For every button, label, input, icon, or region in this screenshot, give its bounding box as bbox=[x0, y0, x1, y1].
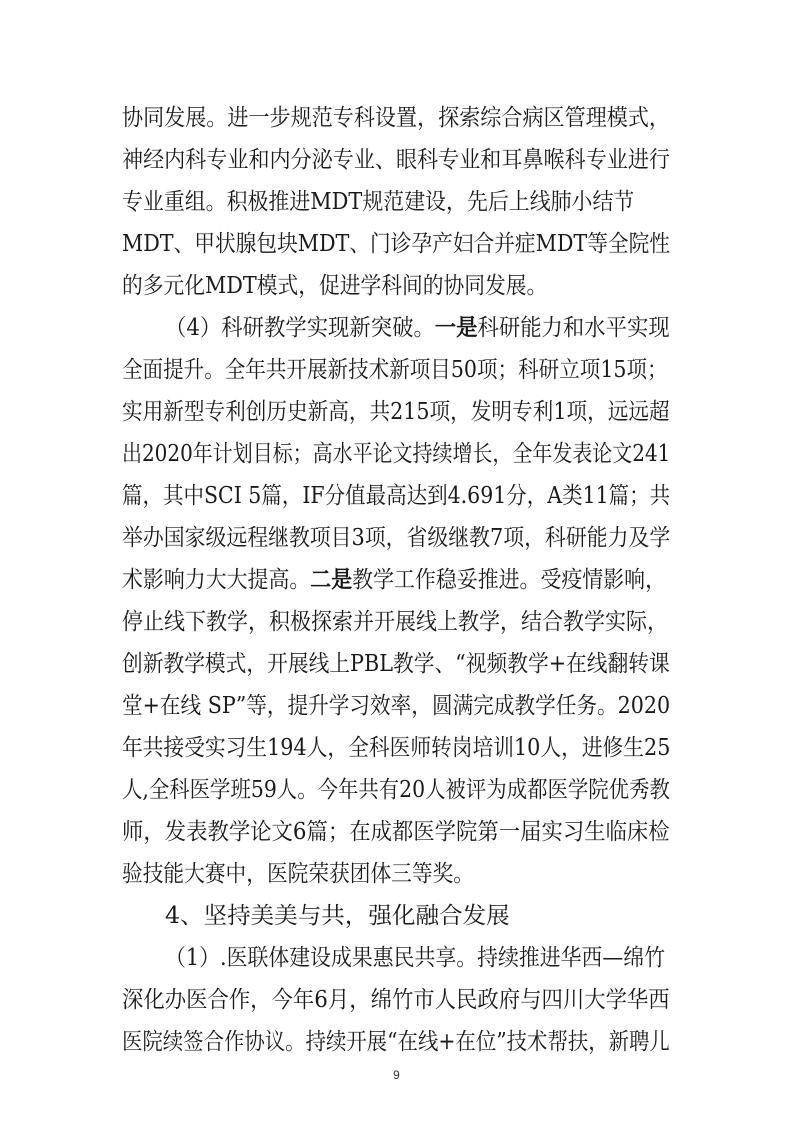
text-line bbox=[122, 1029, 670, 1055]
text-run: （4）科研教学实现新突破。 bbox=[165, 315, 435, 341]
text-line bbox=[122, 441, 670, 467]
text-run: 举办国家级远程继教项目3项，省级继教7项，科研能力及学 bbox=[122, 525, 671, 551]
text-line bbox=[122, 147, 670, 173]
text-run: 出2020年计划目标；高水平论文持续增长，全年发表论文241 bbox=[122, 441, 671, 467]
text-run: 师，发表教学论文6篇；在成都医学院第一届实习生临床检 bbox=[122, 819, 670, 845]
text-line bbox=[122, 189, 634, 215]
bold-text: 二是 bbox=[310, 566, 353, 593]
text-line bbox=[122, 861, 474, 887]
text-line bbox=[122, 987, 670, 1013]
text-run: 专业重组。积极推进MDT规范建设，先后上线肺小结节 bbox=[122, 189, 635, 215]
text-run: 教学工作稳妥推进。受疫情影响， bbox=[352, 567, 666, 593]
text-run: 神经内科专业和内分泌专业、眼科专业和耳鼻喉科专业进行 bbox=[122, 147, 670, 173]
text-line bbox=[122, 693, 670, 719]
text-line bbox=[122, 735, 670, 761]
text-run: 停止线下教学，积极探索并开展线上教学，结合教学实际， bbox=[122, 609, 668, 635]
text-run: 医院续签合作协议。持续开展“在线+在位”技术帮扶，新聘儿 bbox=[122, 1029, 670, 1055]
text-line bbox=[122, 273, 547, 299]
text-line bbox=[122, 777, 670, 803]
text-run: 深化办医合作，今年6月，绵竹市人民政府与四川大学华西 bbox=[122, 987, 670, 1013]
page-number: 9 bbox=[393, 1068, 400, 1082]
text-run: 年共接受实习生194人，全科医师转岗培训10人，进修生25 bbox=[122, 735, 671, 761]
text-run: 实用新型专利创历史新高，共215项，发明专利1项，远远超 bbox=[122, 399, 670, 425]
text-run: 的多元化MDT模式，促进学科间的协同发展。 bbox=[122, 273, 548, 299]
text-run: 篇，其中SCI 5篇，IF分值最高达到4.691分，A类11篇；共 bbox=[122, 483, 671, 509]
text-line bbox=[122, 525, 670, 551]
text-line bbox=[165, 903, 510, 929]
text-line bbox=[122, 231, 670, 257]
text-run: 科研能力和水平实现 bbox=[477, 315, 670, 341]
text-run: MDT、甲状腺包块MDT、门诊孕产妇合并症MDT等全院性 bbox=[122, 231, 670, 257]
text-run: 协同发展。进一步规范专科设置，探索综合病区管理模式， bbox=[122, 105, 670, 131]
text-line bbox=[122, 399, 670, 425]
text-run: 全面提升。全年共开展新技术新项目50项；科研立项15项； bbox=[122, 357, 668, 383]
text-line bbox=[122, 105, 670, 131]
text-line bbox=[122, 483, 670, 509]
text-run: 堂+在线 SP”等，提升学习效率，圆满完成教学任务。2020 bbox=[122, 693, 671, 719]
text-line bbox=[122, 357, 668, 383]
text-line bbox=[165, 315, 670, 341]
text-line bbox=[122, 651, 670, 677]
text-line bbox=[122, 819, 670, 845]
bold-text: 一是 bbox=[434, 314, 478, 341]
text-run: （1）.医联体建设成果惠民共享。持续推进华西—绵竹 bbox=[165, 945, 665, 971]
text-run: 创新教学模式，开展线上PBL教学、“视频教学+在线翻转课 bbox=[122, 651, 670, 677]
text-line bbox=[122, 567, 666, 593]
text-line bbox=[122, 609, 668, 635]
text-line bbox=[165, 945, 665, 971]
text-run: 术影响力大大提高。 bbox=[122, 567, 311, 593]
text-run: 4、坚持美美与共，强化融合发展 bbox=[165, 903, 510, 929]
text-run: 验技能大赛中，医院荣获团体三等奖。 bbox=[122, 861, 474, 887]
text-run: 人,全科医学班59人。今年共有20人被评为成都医学院优秀教 bbox=[122, 777, 670, 803]
